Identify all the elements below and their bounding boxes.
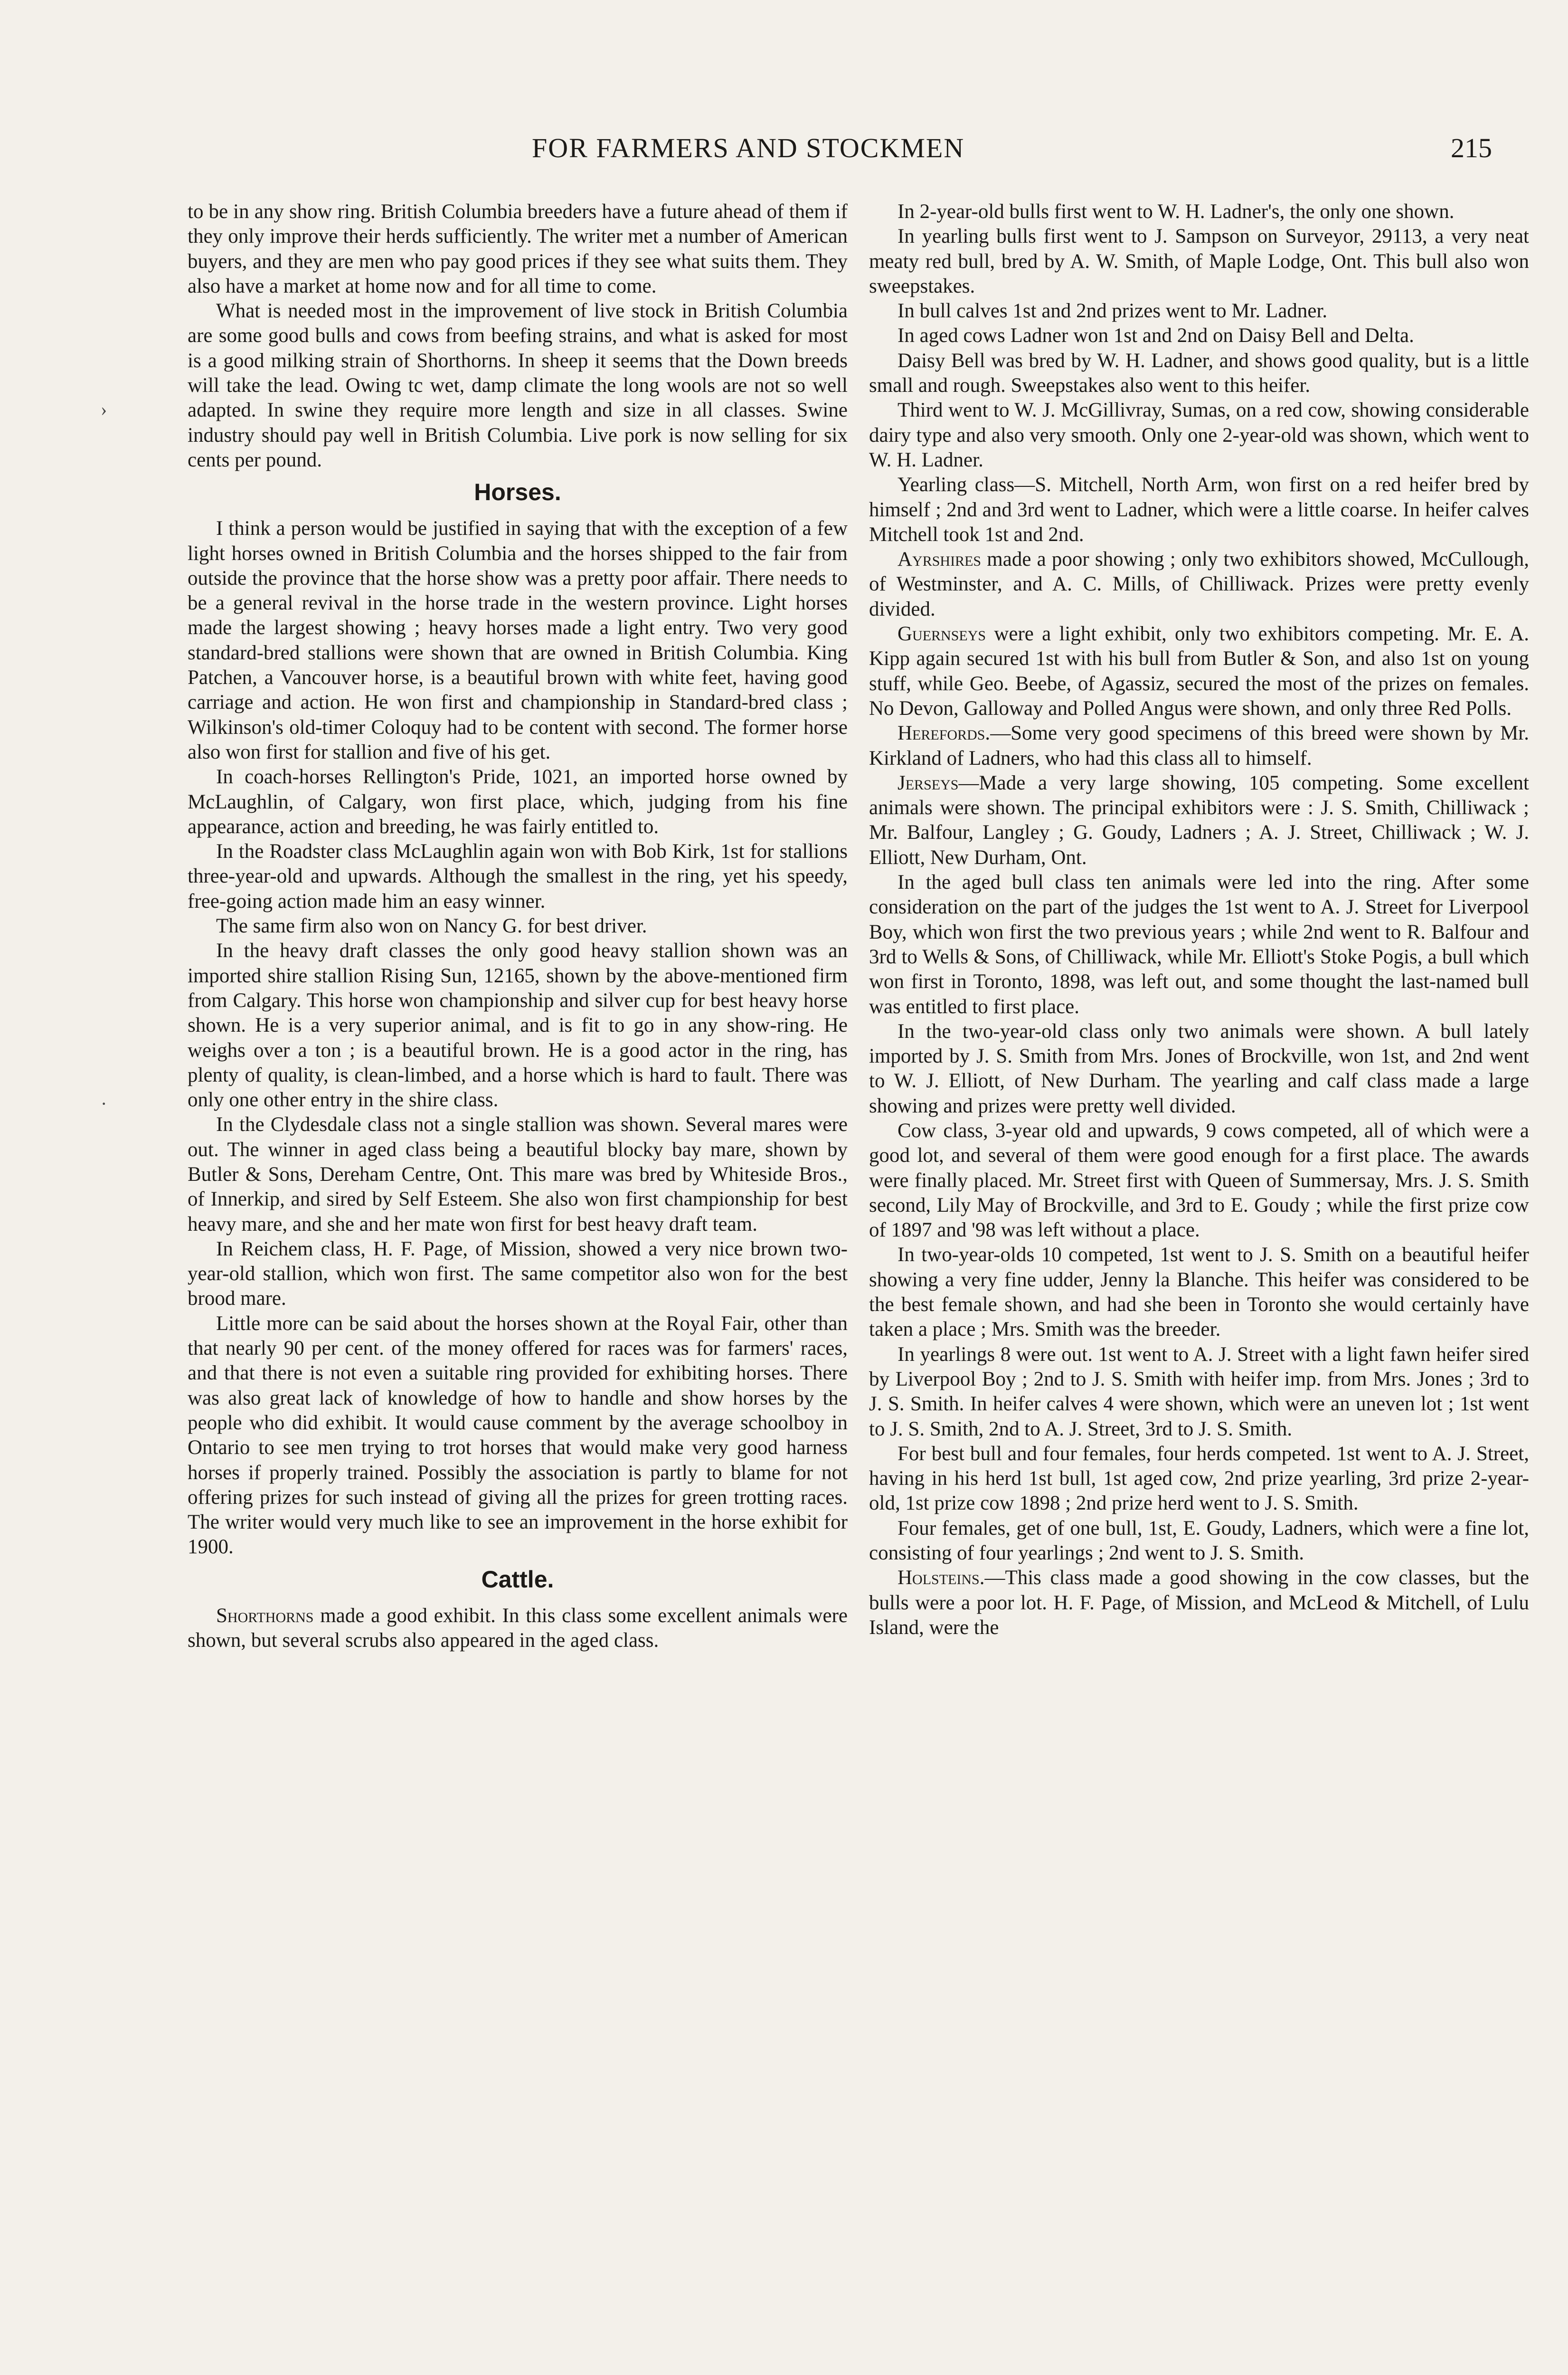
paragraph: Little more can be said about the horses shown at the Royal Fair, other than that nearly 90 per cent. of the money offered for races was for farmers' races, and that there is not even a suitable ring provided for exhibiting horses. There was also great lack of knowledge of how to handle and show horses by the people who did exhibit. It would cause comment by the average schoolboy in Ontario to see men trying to trot horses that would make very good harness horses if properly trained. Possibly the association is partly to blame for not offering prizes for such instead of giving all the prizes for green trotting races. The writer would very much like to see an improvement in the horse exhibit for 1900.: [188, 1312, 848, 1558]
paragraph-text: made a good exhibit. In this class some excellent animals were shown, but several scrubs also appeared in the aged class.: [188, 1604, 848, 1652]
paragraph: In Reichem class, H. F. Page, of Mission, showed a very nice brown two-year-old stallion, which won first. The same competitor also won for the best brood mare.: [188, 1237, 848, 1310]
running-head: FOR FARMERS AND STOCKMEN: [532, 133, 965, 163]
paragraph-text: made a poor showing ; only two exhibitors showed, McCullough, of Westminster, and A. C. Mills, of Chilliwack. Prizes were pretty evenly divided.: [869, 548, 1529, 620]
paragraph-guernseys: [869, 622, 1529, 721]
page-number: 215: [1451, 133, 1492, 163]
paragraph: In coach-horses Rellington's Pride, 1021, an imported horse owned by McLaughlin, of Calgary, won first place, which, judging from his fine appearance, action and breeding, he was fairly entitled to.: [188, 766, 848, 838]
paragraph: to be in any show ring. British Columbia breeders have a future ahead of them if they only improve their herds sufficiently. The writer met a number of American buyers, and they are men who pay good prices if they see what suits them. They also have a market at home now and for all time to come.: [188, 200, 848, 297]
paragraph-shorthorns: [188, 1604, 848, 1653]
run-in-heading: Ayrshires: [897, 548, 982, 571]
paragraph: In yearling bulls first went to J. Sampson on Surveyor, 29113, a very neat meaty red bull, bred by A. W. Smith, of Maple Lodge, Ont. This bull also won sweepstakes.: [869, 225, 1529, 297]
paragraph: Third went to W. J. McGillivray, Sumas, on a red cow, showing considerable dairy type and also very smooth. Only one 2-year-old was shown, which went to W. H. Ladner.: [869, 399, 1529, 471]
margin-mark: ›: [101, 399, 107, 420]
paragraph: Cow class, 3-year old and upwards, 9 cows competed, all of which were a good lot, and several of them were good enough for a first place. The awards were finally placed. Mr. Street first with Queen of Summersay, Mrs. J. S. Smith second, Lily May of Brockville, and 3rd to E. Goudy ; while the first prize cow of 1897 and '98 was left without a place.: [869, 1119, 1529, 1242]
left-column: [188, 200, 848, 1653]
paragraph-text: —This class made a good showing in the cow classes, but the bulls were a poor lot. H. F. Page, of Mission, and McLeod & Mitchell, of Lulu Island, were the: [869, 1567, 1529, 1639]
right-column: [869, 200, 1529, 1640]
margin-mark: ·: [101, 1093, 107, 1114]
paragraph: In the heavy draft classes the only good heavy stallion shown was an imported shire stallion Rising Sun, 12165, shown by the above-mentioned firm from Calgary. This horse won championship and silver cup for best heavy horse shown. He is a very superior animal, and is fit to go in any show-ring. He weighs over a ton ; is a beautiful brown. He is a good actor in the ring, has plenty of quality, is clean-limbed, and a horse which is hard to fault. There was only one other entry in the shire class.: [188, 940, 848, 1112]
paragraph: For best bull and four females, four herds competed. 1st went to A. J. Street, having in his herd 1st bull, 1st aged cow, 2nd prize yearling, 3rd prize 2-year-old, 1st prize cow 1898 ; 2nd prize herd went to J. S. Smith.: [869, 1442, 1529, 1515]
paragraph-text: —Made a very large showing, 105 competing. Some excellent animals were shown. The principal exhibitors were : J. S. Smith, Chilliwack ; Mr. Balfour, Langley ; G. Goudy, Ladners ; A. J. Street, Chilliwack ; W. J. Elliott, New Durham, Ont.: [869, 771, 1529, 869]
run-in-heading: Herefords.: [897, 722, 991, 745]
paragraph-herefords: [869, 721, 1529, 771]
paragraph: The same firm also won on Nancy G. for best driver.: [216, 915, 647, 938]
paragraph: In the Clydesdale class not a single stallion was shown. Several mares were out. The winner in aged class being a beautiful blocky bay mare, shown by Butler & Sons, Dereham Centre, Ont. This mare was bred by Whiteside Bros., of Innerkip, and sired by Self Esteem. She also won first championship for best heavy mare, and she and her mate won first for best heavy draft team.: [188, 1113, 848, 1235]
run-in-heading: Shorthorns: [216, 1604, 314, 1627]
paragraph-jerseys: [869, 771, 1529, 870]
paragraph: In aged cows Ladner won 1st and 2nd on Daisy Bell and Delta.: [897, 324, 1414, 347]
section-heading-horses: Horses.: [474, 479, 561, 506]
paragraph: Four females, get of one bull, 1st, E. Goudy, Ladners, which were a fine lot, consisting of four yearlings ; 2nd went to J. S. Smith.: [869, 1517, 1529, 1565]
section-heading-cattle: Cattle.: [481, 1566, 554, 1593]
paragraph: In the Roadster class McLaughlin again won with Bob Kirk, 1st for stallions three-year-old and upwards. Although the smallest in the ring, yet his speedy, free-going action made him an easy winner.: [188, 840, 848, 912]
paragraph-text: —Some very good specimens of this breed were shown by Mr. Kirkland of Ladners, who had this class all to himself.: [869, 722, 1529, 770]
paragraph: What is needed most in the improvement of live stock in British Columbia are some good bulls and cows from beefing strains, and what is asked for most is a good milking strain of Shorthorns. In sheep it seems that the Down breeds will take the lead. Owing tc wet, damp climate the long wools are not so well adapted. In swine they require more length and size in all classes. Swine industry should pay well in British Columbia. Live pork is now selling for six cents per pound.: [188, 300, 848, 471]
run-in-heading: Jerseys: [897, 771, 959, 794]
paragraph: In the aged bull class ten animals were led into the ring. After some consideration on the part of the judges the 1st went to A. J. Street for Liverpool Boy, which won first the two previous years ; while 2nd went to R. Balfour and 3rd to Wells & Sons, of Chilliwack, while Mr. Elliott's Stoke Pogis, a bull which won first in Toronto, 1898, was left out, and some thought the last-named bull was entitled to first place.: [869, 871, 1529, 1018]
paragraph: In bull calves 1st and 2nd prizes went to Mr. Ladner.: [897, 300, 1328, 323]
paragraph: In 2-year-old bulls first went to W. H. Ladner's, the only one shown.: [897, 200, 1455, 223]
run-in-heading: Guernseys: [897, 623, 986, 646]
paragraph: In yearlings 8 were out. 1st went to A. J. Street with a light fawn heifer sired by Liverpool Boy ; 2nd to J. S. Smith with heifer imp. from Mrs. Jones ; 3rd to J. S. Smith. In heifer calves 4 were shown, which were an uneven lot ; 1st went to J. S. Smith, 2nd to A. J. Street, 3rd to J. S. Smith.: [869, 1343, 1529, 1440]
paragraph: In two-year-olds 10 competed, 1st went to J. S. Smith on a beautiful heifer showing a very fine udder, Jenny la Blanche. This heifer was considered to be the best female shown, and had she been in Toronto she would certainly have taken a place ; Mrs. Smith was the breeder.: [869, 1244, 1529, 1341]
paragraph: Daisy Bell was bred by W. H. Ladner, and shows good quality, but is a little small and rough. Sweepstakes also went to this heifer.: [869, 349, 1529, 397]
paragraph: Yearling class—S. Mitchell, North Arm, won first on a red heifer bred by himself ; 2nd and 3rd went to Ladner, which were a little coarse. In heifer calves Mitchell took 1st and 2nd.: [869, 474, 1529, 546]
paragraph-holsteins: [869, 1566, 1529, 1640]
paragraph: In the two-year-old class only two animals were shown. A bull lately imported by J. S. Smith from Mrs. Jones of Brockville, won 1st, and 2nd went to W. J. Elliott, of New Durham. The yearling and calf class made a large showing and prizes were pretty well divided.: [869, 1020, 1529, 1117]
run-in-heading: Holsteins.: [897, 1567, 985, 1589]
paragraph-text: were a light exhibit, only two exhibitors competing. Mr. E. A. Kipp again secured 1st with his bull from Butler & Son, and also 1st on young stuff, while Geo. Beebe, of Agassiz, secured the most of the prizes on females. No Devon, Galloway and Polled Angus were shown, and only three Red Polls.: [869, 623, 1529, 720]
paragraph: I think a person would be justified in saying that with the exception of a few light horses owned in British Columbia and the horses shipped to the fair from outside the province that the horse show was a pretty poor affair. There needs to be a general revival in the horse trade in the western province. Light horses made the largest showing ; heavy horses made a light entry. Two very good standard-bred stallions were shown that are owned in British Columbia. King Patchen, a Vancouver horse, is a beautiful brown with white feet, having good carriage and action. He won first and championship in Standard-bred class ; Wilkinson's old-timer Coloquy had to be content with second. The former horse also won first for stallion and five of his get.: [188, 517, 848, 763]
paragraph-ayrshires: [869, 547, 1529, 622]
